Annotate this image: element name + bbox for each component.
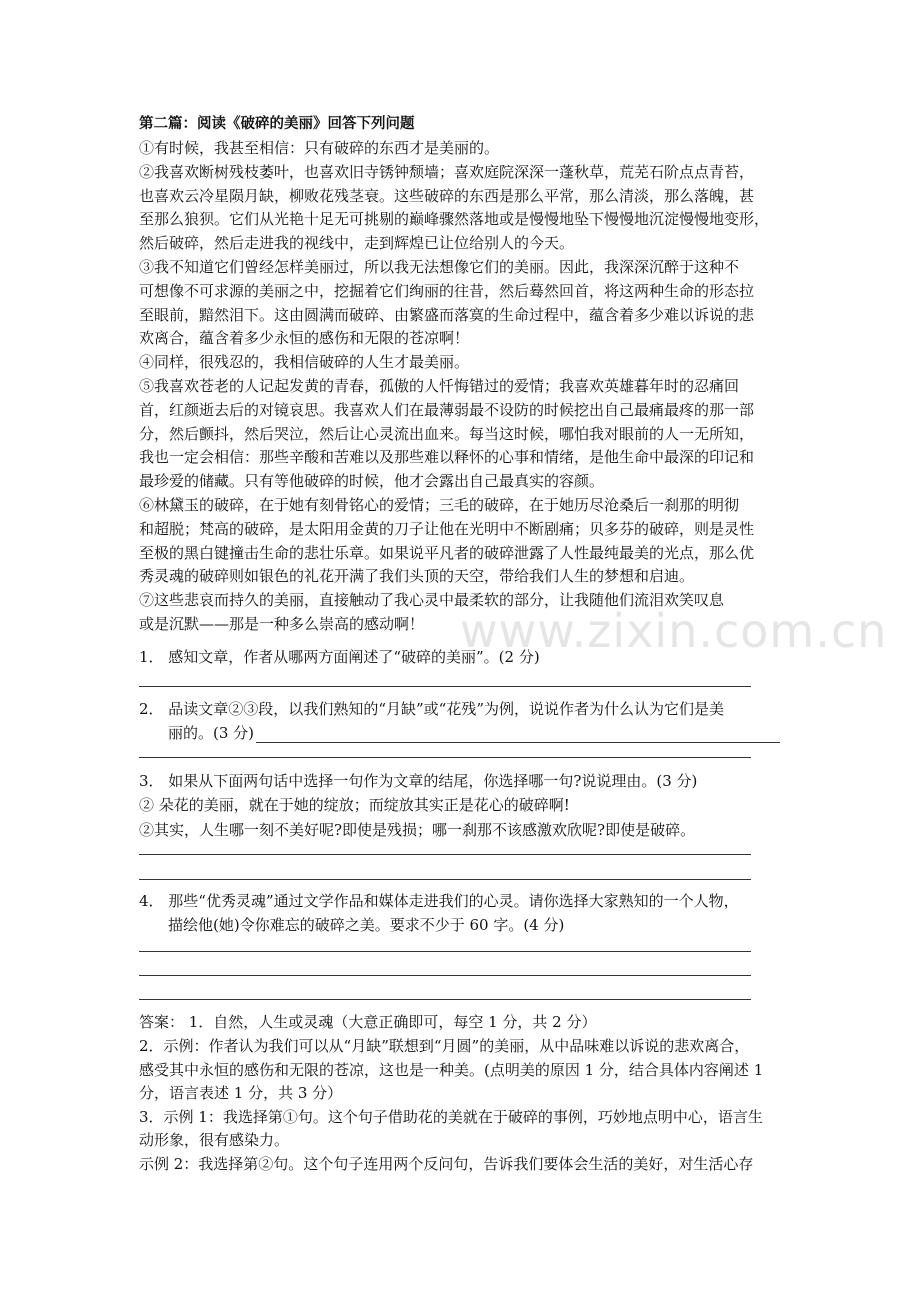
passage-line: 和超脱；梵高的破碎，是太阳用金黄的刀子让他在光明中不断剧痛；贝多芬的破碎，则是灵性	[139, 519, 755, 538]
passage-line: 欢离合，蕴含着多少永恒的感伤和无限的苍凉啊！	[139, 329, 470, 348]
answer-line[interactable]	[139, 686, 751, 687]
answer-line-text: 答案： 1．自然，人生或灵魂（大意正确即可，每空 1 分，共 2 分）	[139, 1013, 597, 1031]
passage-line: ⑥林黛玉的破碎，在于她有刻骨铭心的爱情；三毛的破碎，在于她历尽沧桑后一刹那的明彻	[139, 496, 740, 514]
answer-line-text: 分，语言表述 1 分，共 3 分）	[139, 1084, 343, 1102]
answer-line-text: 2．示例：作者认为我们可以从“月缺”联想到“月圆”的美丽，从中品味难以诉说的悲欢离合，	[139, 1037, 750, 1055]
passage-line: 也喜欢云冷星陨月缺，柳败花残茎衰。这些破碎的东西是那么平常，那么清淡，那么落魄，甚	[139, 186, 755, 205]
passage-line: ⑦这些悲哀而持久的美丽，直接触动了我心灵中最柔软的部分，让我随他们流泪欢笑叹息	[139, 591, 725, 610]
answer-line-text: 示例 2：我选择第②句。这个句子连用两个反问句，告诉我们要体会生活的美好，对生活心存	[139, 1155, 754, 1173]
question-2-line-1: 2． 品读文章②③段，以我们熟知的“月缺”或“花残”为例，说说作者为什么认为它们是美	[139, 700, 724, 718]
passage-line: ①有时候，我甚至相信：只有破碎的东西才是美丽的。	[139, 139, 500, 157]
passage-line: ②我喜欢断树残枝萎叶，也喜欢旧寺锈钟颓墙；喜欢庭院深深一蓬秋草，荒芜石阶点点青苔，	[139, 162, 755, 181]
passage-line: 最珍爱的储藏。只有等他破碎的时候，他才会露出自己最真实的容颜。	[139, 472, 605, 491]
passage-line: 然后破碎，然后走进我的视线中，走到辉煌已让位给别人的今天。	[139, 234, 575, 253]
answer-blank[interactable]	[256, 726, 780, 743]
question-3-option-2: ②其实，人生哪一刻不美好呢?即使是残损；哪一刹那不该感激欢欣呢?即使是破碎。	[139, 821, 696, 839]
question-4-line-1: 4． 那些“优秀灵魂”通过文学作品和媒体走进我们的心灵。请你选择大家熟知的一个人物，	[139, 892, 739, 910]
passage-line: 我也一定会相信：那些辛酸和苦难以及那些难以释怀的心事和情绪，是他生命中最深的印记和	[139, 448, 755, 467]
answer-line[interactable]	[139, 854, 751, 855]
passage-line: 至眼前，黯然泪下。这由圆满而破碎、由繁盛而落寞的生命过程中，蕴含着多少难以诉说的悲	[139, 305, 755, 324]
passage-line: 首，红颜逝去后的对镜哀思。我喜欢人们在最薄弱最不设防的时候挖出自己最痛最疼的那一部	[139, 400, 755, 419]
passage-line: ⑤我喜欢苍老的人记起发黄的青春，孤傲的人忏悔错过的爱情；我喜欢英雄暮年时的忍痛回	[139, 377, 740, 395]
passage-line: 可想像不可求源的美丽之中，挖掘着它们绚丽的往昔，然后蓦然回首，将这两种生命的形态拉	[139, 281, 755, 300]
question-3-option-1: ② 朵花的美丽，就在于她的绽放；而绽放其实正是花心的破碎啊!	[139, 796, 570, 814]
answer-line[interactable]	[139, 757, 751, 758]
passage-line: 秀灵魂的破碎则如银色的礼花开满了我们头顶的天空，带给我们人生的梦想和启迪。	[139, 567, 695, 586]
passage-line: 至那么狼狈。它们从光艳十足无可挑剔的巅峰骤然落地或是慢慢地坠下慢慢地沉淀慢慢地变形，	[139, 210, 770, 229]
watermark: www.zixin.com.cn	[460, 604, 888, 658]
answer-line-text: 感受其中永恒的感伤和无限的苍凉，这也是一种美。(点明美的原因 1 分，结合具体内容阐述 1	[139, 1061, 764, 1079]
question-2-text: 丽的。(3 分)	[168, 724, 255, 742]
section-title: 第二篇：阅读《破碎的美丽》回答下列问题	[139, 116, 415, 132]
passage-line: 至极的黑白键撞击生命的悲壮乐章。如果说平凡者的破碎泄露了人性最纯最美的光点，那么优	[139, 543, 755, 562]
answer-line[interactable]	[139, 951, 751, 952]
answer-line[interactable]	[139, 879, 751, 880]
answer-line-text: 3．示例 1：我选择第①句。这个句子借助花的美就在于破碎的事例，巧妙地点明中心，语言生	[139, 1108, 763, 1126]
passage-line: ③我不知道它们曾经怎样美丽过，所以我无法想像它们的美丽。因此，我深深沉醉于这种不	[139, 258, 740, 276]
passage-line: 或是沉默——那是一种多么崇高的感动啊！	[139, 615, 425, 633]
answer-line[interactable]	[139, 975, 751, 976]
answer-line[interactable]	[139, 999, 751, 1000]
question-1: 1． 感知文章，作者从哪两方面阐述了“破碎的美丽”。(2 分)	[139, 648, 540, 666]
question-3: 3． 如果从下面两句话中选择一句作为文章的结尾，你选择哪一句?说说理由。(3 分)	[139, 772, 698, 790]
answer-line-text: 动形象，很有感染力。	[139, 1131, 290, 1149]
passage-line: 分，然后颤抖，然后哭泣，然后让心灵流出血来。每当这时候，哪怕我对眼前的人一无所知，	[139, 424, 755, 443]
passage-line: ④同样，很残忍的，我相信破碎的人生才最美丽。	[139, 353, 470, 372]
question-4-line-2: 描绘他(她)令你难忘的破碎之美。要求不少于 60 字。(4 分)	[168, 916, 565, 934]
question-2-line-2	[168, 723, 780, 743]
